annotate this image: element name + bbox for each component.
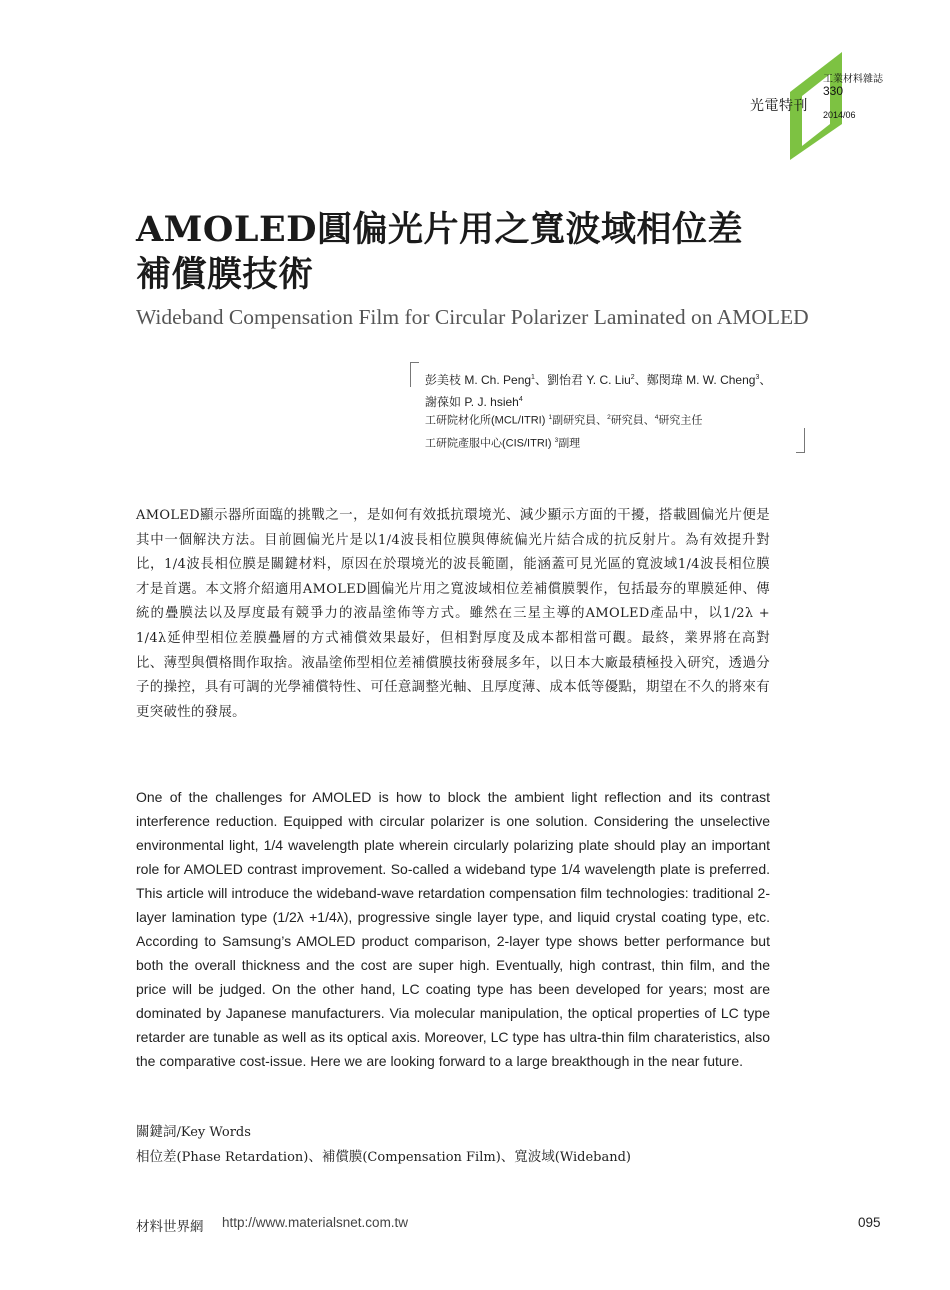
title-line-2: 補償膜技術 — [136, 254, 314, 295]
footer-url-link[interactable]: http://www.materialsnet.com.tw — [222, 1215, 409, 1230]
special-issue-label: 光電特刊 — [750, 98, 808, 114]
keywords-heading: 關鍵詞/Key Words — [136, 1124, 251, 1140]
page-number: 095 — [858, 1215, 881, 1230]
keywords-list — [136, 1145, 631, 1165]
author-name: 劉怡君 Y. C. Liu$^2$、 — [546, 373, 647, 387]
english-title: Wideband Compensation Film for Circular Polarizer Laminated on AMOLED — [136, 305, 809, 329]
abstract-chinese: AMOLED顯示器所面臨的挑戰之一，是如何有效抵抗環境光、減少顯示方面的干擾，搭載圓偏光片便是其中一個解決方法。目前圓偏光片是以1/4波長相位膜與傳統偏光片結合成的抗反射片。為有效提升對比，1/4波長相位膜是關鍵材料，原因在於環境光的波長範圍，能涵蓋可見光區的寬波域1/4波長相位膜才是首選。本文將介紹適用AMOLED圓偏光片用之寬波域相位差補償膜製作，包括最夯的單膜延伸、傳統的疊膜法以及厚度最有競爭力的液晶塗佈等方式。雖然在三星主導的AMOLED產品中，以1/2λ + 1/4λ延伸型相位差膜疊層的方式補償效果最好，但相對厚度及成本都相當可觀。最終，業界將在高對比、薄型與價格間作取捨。液晶塗佈型相位差補償膜技術發展多年，以日本大廠最積極投入研究，透過分子的操控，具有可調的光學補償特性、可任意調整光軸、且厚度薄、成本低等優點，期望在不久的將來有更突破性的發展。 — [136, 508, 771, 720]
affiliation-line-2: 工研院產服中心(CIS/ITRI) $^3$副理 — [425, 436, 581, 450]
keyword-item: 寬波域(Wideband) — [514, 1149, 631, 1165]
magazine-name: 工業材料雜誌 — [823, 74, 883, 85]
issue-number: 330 — [823, 84, 844, 98]
affiliation-line-1: 工研院材化所(MCL/ITRI) $^1$副研究員、$^2$研究員、$^4$研究主任 — [425, 414, 703, 427]
author-affiliations — [425, 408, 800, 453]
keyword-item: 相位差(Phase Retardation)、 — [136, 1149, 322, 1165]
issue-date: 2014/06 — [823, 110, 856, 120]
author-name: 鄭閔瑋 M. W. Cheng$^3$、 — [646, 373, 772, 387]
footer-site-name: 材料世界網 — [136, 1219, 204, 1235]
article-title — [136, 207, 836, 297]
author-name: 彭美枝 M. Ch. Peng$^1$、 — [425, 373, 547, 387]
abstract-english: One of the challenges for AMOLED is how to block the ambient light reflection and its contrast interference reduction. Equipped with circular polarizer is one solution. Considering the unselective environmental light, 1/4 wavelength plate wherein circularly polarizing plate should play an important role for AMOLED contrast improvement. So-called a wideband type 1/4 wavelength plate is preferred. This article will introduce the wideband-wave retardation compensation film technologies: traditional 2-layer lamination type (1/2λ +1/4λ), progressive single layer type, and liquid crystal coating type, etc. According to Samsung’s AMOLED product comparison, 2-layer type shows better performance but both the overall thickness and the cost are super high. Eventually, high contrast, thin film, and the price will be judged. On the other hand, LC coating type has been developed for years; most are dominated by Japanese manufacturers. Via molecular manipulation, the optical properties of LC type retarder are tunable as well as its optical axis. Moreover, LC type has ultra-thin film charateristics, also the comparative cost-issue. Here we are looking forward to a large breakthough in the near future. — [136, 789, 770, 1069]
author-bracket-top-left — [410, 362, 419, 387]
author-name: 謝葆如 P. J. hsieh$^4$ — [425, 395, 523, 409]
title-line-1: AMOLED圓偏光片用之寬波域相位差 — [136, 209, 744, 250]
keyword-item: 補償膜(Compensation Film)、 — [321, 1149, 515, 1165]
author-list — [425, 368, 800, 412]
